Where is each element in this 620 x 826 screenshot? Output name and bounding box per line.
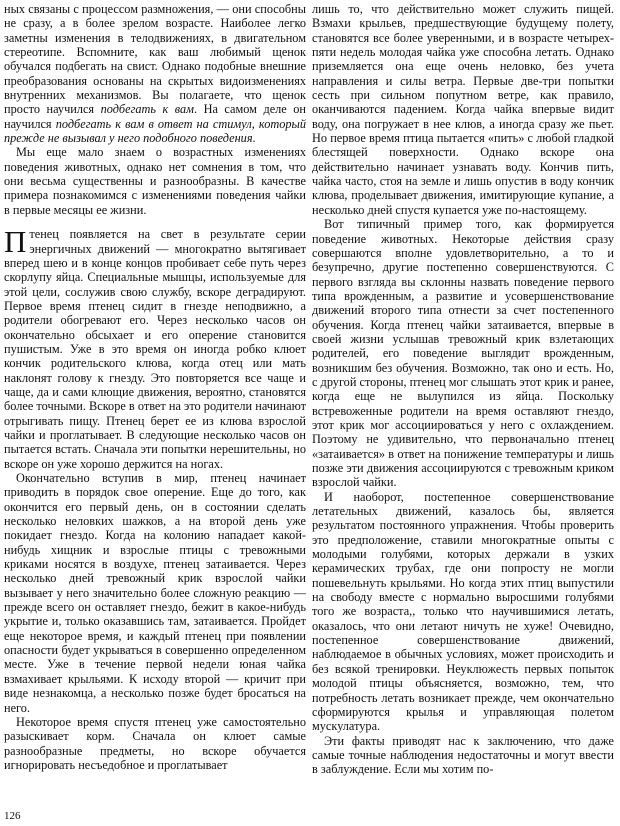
paragraph-dropcap: Птенец появляется на свет в результате серии энергичных движений — многократно вытягивает вперед шею и в конце концов пробивает себе путь через скорлупу яйца. Специальные мышцы, используемые для этой цели, сослужив свою службу, вскоре деградируют. Первое время птенец сидит в гнезде неподвижно, а родители обогревают его. Через несколько часов он окончательно обсыхает и его оперение становится пушистым. Уже в это время он иногда робко клюет кончик родительского клюва, когда отец или мать наклонят голову к гнезду. Это повторяется все чаще и чаще, да и сами клющие движения, вероятно, становятся более точными. Вскоре в ответ на это родители начинают отрыгивать пищу. Птенец берет ее из клюва взрослой чайки и проглатывает. В следующие несколько часов он пытается встать. Сначала эти попытки нерешительны, но вскоре он уже хорошо держится на ногах. bbox=[4, 224, 306, 471]
paragraph: И наоборот, постепенное совершенствование летательных движений, казалось бы, является результатом постоянного упражнения. Чтобы проверить это предположение, ставили многократные опыты с молодыми голубями, которых держали в узких керамических трубах, где они попросту не могли пошевельнуть крыльями. Но когда этих птиц выпустили на свободу вместе с нормально выросшими голубями того же возраста,, только что научившимися летать, оказалось, что они летают ничуть не хуже! Очевидно, постепенное совершенствование движений, наблюдаемое в обычных условиях, может происходить и без всякой тренировки. Неуклюжесть первых попыток молодой птицы объясняется, возможно, тем, что потребность летать возникает прежде, чем окончательно сформируются крылья и управляющая полетом мускулатура. bbox=[312, 489, 614, 734]
paragraph: Вот типичный пример того, как формируется поведение животных. Некоторые действия сразу совершаются вполне удовлетворительно, а то и безупречно, другие постепенно совершенствуются. С первого взгляда вы склонны назвать поведение первого типа врожденным, а развитие и усовершенствование движений второго типа отнести за счет постепенного обучения. Когда птенец чайки затаивается, впервые в своей жизни услышав тревожный крик взлетающих родителей, его поведение выглядит врожденным, возникшим без обучения. Возможно, так оно и есть. Но, с другой стороны, птенец мог слышать этот крик и ранее, когда еще не вылупился из яйца. Поскольку встревоженные родители на время оставляют гнездо, этот крик мог ассоциироваться у него с охлаждением. Поэтому не удивительно, что первоначально птенец «затаивается» в ответ на понижение температуры и лишь позже эти движения ассоциируются с тревожным криком взрослой чайки. bbox=[312, 217, 614, 490]
paragraph: лишь то, что действительно может служить пищей. Взмахи крыльев, предшествующие будущему полету, становятся все более уверенными, и в возрасте четырех-пяти недель молодая чайка уже способна летать. Однако приземляется она еще очень неловко, без учета направления и силы ветра. Первые две-три попытки сесть при сильном попутном ветре, как правило, оканчиваются падением. Когда чайка впервые видит воду, она погружает в нее клюв, а иногда сразу же пьет. Но первое время птица пытается «пить» с любой гладкой блестящей поверхности. Однако вскоре она действительно начинает узнавать воду. Кончив пить, чайка часто, стоя на земле и лишь опустив в воду кончик клюва, проделывает движения, имитирующие купание, а несколько дней спустя купается уже по-настоящему. bbox=[312, 2, 614, 217]
paragraph: Некоторое время спустя птенец уже самостоятельно разыскивает корм. Сначала он клюет самые разнообразные предметы, но вскоре обучается игнорировать несъедобное и проглатывает bbox=[4, 714, 306, 772]
left-column bbox=[4, 2, 306, 772]
right-column bbox=[312, 2, 614, 777]
paragraph: ных связаны с процессом размножения, — они способны не сразу, а в более зрелом возрасте. Наиболее легко заметны изменения в телодвижениях, в двигательном стереотипе. Вспомните, как ваш любимый щенок обучался подбегать на свист. Однако подобные внешние преобразования основаны на скрытых видоизменениях внутренних механизмов. Вы полагаете, что щенок просто научился подбегать к вам. На самом деле он научился подбегать к вам в ответ на стимул, который прежде не вызывал у него подобного поведения. bbox=[4, 2, 307, 146]
page-number: 126 bbox=[4, 810, 21, 822]
italic-phrase: подбегать к вам в ответ на стимул, который прежде не вызывал у него подобного поведения bbox=[4, 116, 307, 146]
paragraph: Мы еще мало знаем о возрастных изменениях поведения животных, однако нет сомнения в том, что они весьма существенны и разнообразны. В качестве примера познакомимся с изменениями поведения чайки в первые месяцы ее жизни. bbox=[4, 145, 306, 217]
paragraph: Окончательно вступив в мир, птенец начинает приводить в порядок свое оперение. Еще до того, как окончится его первый день, он в состоянии сделать несколько неловких шажков, а на второй день уже покидает гнездо. Когда на колонию нападает какой-нибудь хищник и взрослые птицы с тревожными криками носятся в воздухе, птенец затаивается. Через несколько дней тревожный крик взрослой чайки вызывает у него значительно более сложную реакцию — прежде всего он оставляет гнездо, бежит в какое-нибудь укрытие и, только оказавшись там, затаивается. Пройдет еще некоторое время, и каждый птенец при появлении опасности будет укрываться в совершенно определенном месте. Уже в течение первой недели юная чайка взмахивает крыльями. К исходу второй — кричит при виде незнакомца, а несколько позже будет бросаться на него. bbox=[4, 471, 306, 715]
paragraph: Эти факты приводят нас к заключению, что даже самые точные наблюдения недостаточны и могут ввести в заблуждение. Если мы хотим по- bbox=[312, 733, 614, 777]
drop-cap: П bbox=[4, 224, 27, 260]
italic-phrase: подбегать к вам bbox=[100, 102, 194, 117]
